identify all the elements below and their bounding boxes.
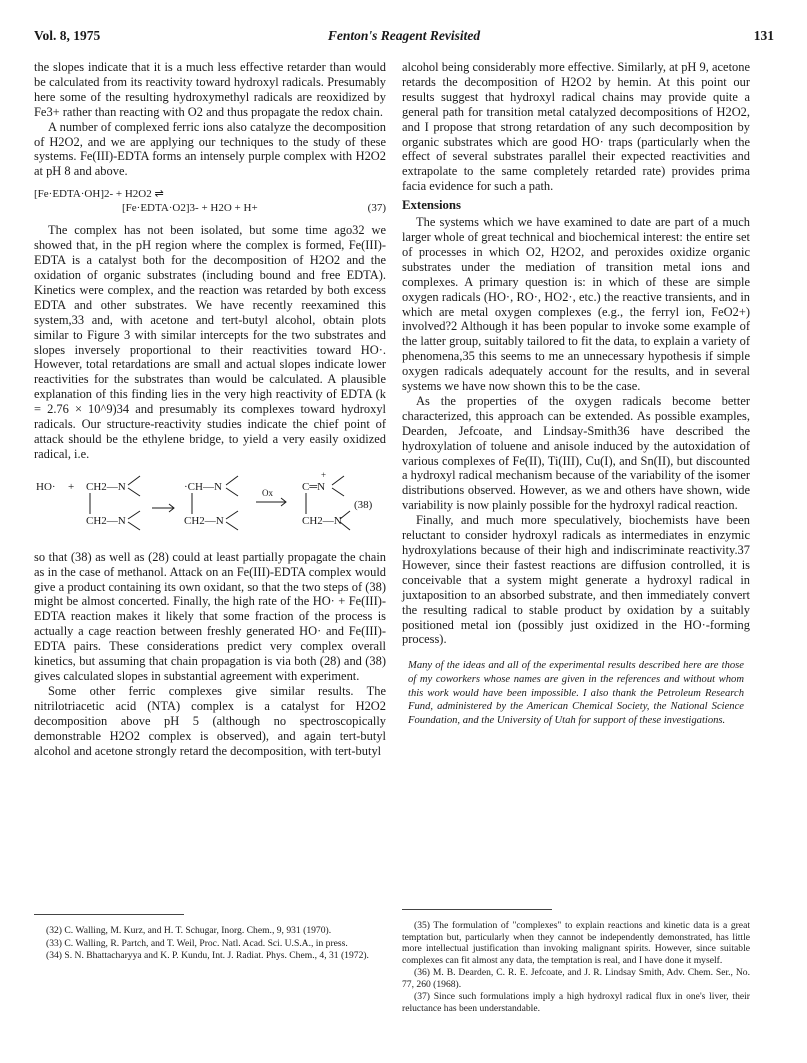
scheme-reactant-bottom: CH2—N bbox=[86, 514, 126, 527]
references-left bbox=[34, 925, 386, 963]
page-number: 131 bbox=[753, 28, 774, 43]
reference-item: (36) M. B. Dearden, C. R. E. Jefcoate, and J. R. Lindsay Smith, Adv. Chem. Ser., No. 77, 260 (1968). bbox=[402, 967, 750, 990]
section-heading: Extensions bbox=[402, 198, 462, 213]
running-header bbox=[34, 28, 774, 48]
paragraph: The complex has not been isolated, but some time ago32 we showed that, in the pH region where the complex is formed, Fe(III)-EDTA is a catalyst both for the decomposition of H2O2 and the oxidation of organic substrates (including bound and free EDTA). Kinetics were complex, and the reaction was retarded by both excess EDTA and other substrates. We have recently reexamined this system,33 and, with acetone and tert-butyl alcohol, obtain plots similar to Figure 3 with similar intercepts for the two substrates and slopes inversely proportional to their reactivities toward HO·. However, total retardations are small and actual slopes indicate lower reactivities for the substrates than would be calculated. A plausible explanation of this finding lies in the very high reactivity of EDTA (k = 2.76 × 10^9)34 and presumably its complexes toward hydroxyl radicals. Our structure-reactivity studies indicate the chief point of attack should be the ethylene bridge, to yield a very easily oxidized radical, i.e. bbox=[34, 223, 386, 461]
scheme-bond bbox=[128, 511, 140, 519]
reference-item: (35) The formulation of "complexes" to explain reactions and kinetic data is a great temptation but, particularly when they cannot be independently demonstrated, has little more intellectual justification than invoking malignant spirits. However, since suitable complexes can fit almost any data, the temptation is real, and I have done it myself. bbox=[402, 920, 750, 966]
paragraph: so that (38) as well as (28) could at least partially propagate the chain as in the case of methanol. Attack on an Fe(III)-EDTA complex would give a product containing its own oxidant, so that the two steps of (38) might be almost concerted. Finally, the high rate of the HO· + Fe(III)-EDTA reaction makes it likely that some fraction of the process is actually a cage reaction between freshly generated HO· and Fe(III)-EDTA pairs. These considerations predict very complex overall kinetics, but assuming that chain propagation is via both (28) and (38) gives calculated slopes in substantial agreement with experiment. bbox=[34, 549, 386, 683]
journal-volume: Vol. 8, 1975 bbox=[34, 28, 101, 43]
scheme-bond bbox=[226, 476, 238, 485]
paragraph: alcohol being considerably more effective. Similarly, at pH 9, acetone retards the decomposition of H2O2 by hemin. At this point our results suggest that hydroxyl radical chains may provide quite a general path for transition metal catalyzed decompositions of H2O2, and I propose that strong retardation of any such decomposition by organic substrates which are good HO· traps (particularly when the effect of several substrates parallel their expected reactivities and extrapolate to the same completely retarded rate) provides prima facia evidence for such a path. bbox=[402, 60, 750, 194]
footnote-rule bbox=[402, 909, 552, 910]
references-right bbox=[402, 920, 750, 1015]
scheme-product-bottom: CH2—N bbox=[302, 514, 342, 527]
scheme-plus: + bbox=[68, 480, 75, 493]
right-column bbox=[402, 60, 750, 727]
scheme-oxidant-label: Ox bbox=[262, 487, 273, 498]
reference-item: (34) S. N. Bhattacharyya and K. P. Kundu, Int. J. Radiat. Phys. Chem., 4, 31 (1972). bbox=[46, 950, 369, 961]
acknowledgment: Many of the ideas and all of the experimental results described here are those of my coworkers whose names are given in the references and without whom this work would have been impossible. I also thank the Petroleum Research Fund, administered by the American Chemical Society, the National Science Foundation, and the University of Utah for support of these investigations. bbox=[408, 660, 744, 726]
scheme-bond bbox=[332, 488, 344, 496]
reference-item: (37) Since such formulations imply a high hydroxyl radical flux in one's liver, their reluctance has been understandable. bbox=[402, 991, 750, 1014]
reference-item: (32) C. Walling, M. Kurz, and H. T. Schugar, Inorg. Chem., 9, 931 (1970). bbox=[46, 925, 332, 936]
reference-item: (33) C. Walling, R. Partch, and T. Weil, Proc. Natl. Acad. Sci. U.S.A., in press. bbox=[46, 937, 348, 949]
scheme-charge: + bbox=[321, 469, 327, 480]
scheme-svg bbox=[34, 468, 386, 542]
scheme-bond bbox=[226, 522, 238, 530]
equation-rhs: [Fe·EDTA·O2]3- + H2O + H+ bbox=[122, 202, 258, 215]
scheme-radical-bottom: CH2—N bbox=[184, 514, 224, 527]
scheme-reactant-top: CH2—N bbox=[86, 480, 126, 493]
scheme-number: (38) bbox=[354, 498, 373, 511]
scheme-bond bbox=[128, 476, 140, 485]
paragraph: The systems which we have examined to date are part of a much larger whole of great technical and biochemical interest: the entire set of processes in which O2, H2O2, and peroxides oxidize organic substrates under the mediation of transition metal ions and complexes. A primary question is: in which of these are simple oxygen radicals (HO·, RO·, HO2·, etc.) the reactive transients, and in which are metal oxygen complexes (e.g., the ferryl ion, FeO2+) involved?2 Although it has been popular to invoke some example of the latter group, suitably tailored to fit the data, to explain a variety of phenomena,35 this seems to me an unnecessary hypothesis if simple oxygen radicals adequately account for the results, and in several systems we have now shown this to be the case. bbox=[402, 215, 750, 394]
paragraph: Some other ferric complexes give similar results. The nitrilotriacetic acid (NTA) complex is a catalyst for H2O2 decomposition above pH 5 (although no spectroscopically demonstrable H2O2 complex is observed), and again tert-butyl alcohol and acetone strongly retard the decomposition, with tert-butyl bbox=[34, 683, 386, 758]
scheme-product-top: C═N bbox=[302, 480, 326, 493]
equation-line: [Fe·EDTA·OH]2- + H2O2 ⇌ bbox=[34, 188, 164, 201]
scheme-bond bbox=[226, 511, 238, 519]
scheme-bond bbox=[128, 522, 140, 530]
scheme-bond bbox=[332, 476, 344, 485]
paragraph: A number of complexed ferric ions also catalyze the decomposition of H2O2, and we are applying our techniques to the study of these systems. Fe(III)-EDTA forms an intensely purple complex with H2O2 at pH 8 and above. bbox=[34, 119, 386, 179]
left-column bbox=[34, 60, 386, 758]
scheme-bond bbox=[226, 488, 238, 496]
scheme-radical-top: ·CH—N bbox=[184, 480, 222, 493]
equation-line bbox=[34, 201, 386, 215]
paragraph: the slopes indicate that it is a much less effective retarder than would be calculated from its reactivity toward hydroxyl radicals. Presumably here some of the resulting hydroxymethyl radicals are reoxidized by Fe3+ rather than reacting with O2 and thus propagate the redox chain. bbox=[34, 60, 386, 119]
equation-37 bbox=[34, 187, 386, 215]
scheme-bond bbox=[128, 488, 140, 496]
equation-number: (37) bbox=[367, 202, 386, 215]
paragraph: Finally, and much more speculatively, biochemists have been reluctant to consider hydroxyl radicals as intermediates in enzymic hydroxylations because of their high and indiscriminate reactivity.37 However, since their fastest reactions are diffusion controlled, it is conceivable that a system might generate a hydroxyl radical in juxtaposition to an absorbed substrate, and then immediately convert the resulting radical to stable product by oxidation by a suitably positioned metal ion (possibly just oxidized in the HO·-forming process). bbox=[402, 513, 750, 647]
scheme-hydroxyl: HO· bbox=[36, 480, 56, 493]
footnote-rule bbox=[34, 914, 184, 915]
running-title: Fenton's Reagent Revisited bbox=[327, 28, 481, 43]
reaction-scheme-38 bbox=[34, 468, 386, 542]
paragraph: As the properties of the oxygen radicals become better characterized, this approach can be extended. As possible examples, Dearden, Jefcoate, and Lindsay-Smith36 have described the hydroxylation of toluene and anisole induced by the autoxidation of various complexes of Fe(II), Ti(III), Cu(I), and Sn(II), but discounted a hydroxyl radical mechanism because of the variability of the isomer distributions observed. However, as we and others have shown, wide variability is now plainly possible for the hydroxyl radical reaction. bbox=[402, 393, 750, 513]
